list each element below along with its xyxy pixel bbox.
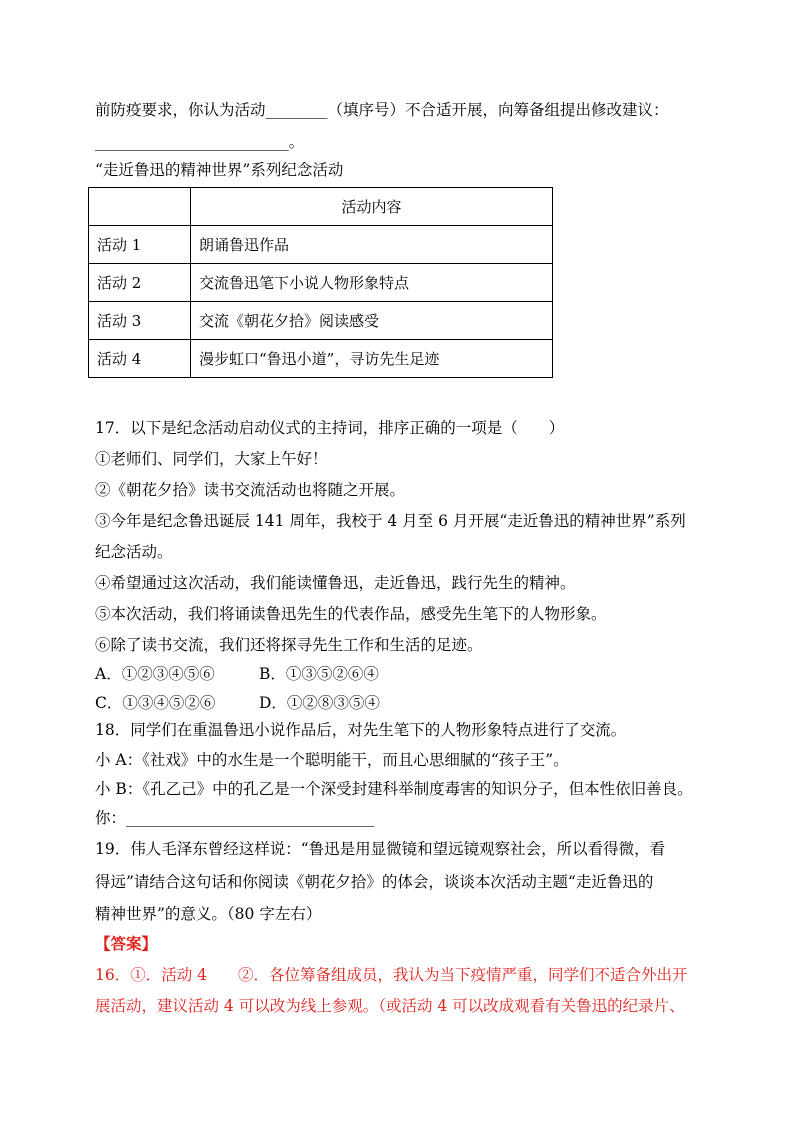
table-row: [89, 264, 553, 302]
q19-line-1: 19．伟人毛泽东曾经这样说：“鲁迅是用显微镜和望远镜观察社会，所以看得微，看: [95, 840, 666, 858]
table-header-cell: [89, 188, 191, 226]
q17-option-d: D．①②⑧③⑤④: [259, 694, 380, 712]
activity-content: 朗诵鲁迅作品: [191, 226, 553, 264]
q18-your-answer-blank: 你：________________________________: [95, 809, 375, 827]
q17-sentence-6: ⑥除了读书交流，我们还将探寻先生工作和生活的足迹。: [95, 636, 483, 654]
q17-stem: 17．以下是纪念活动启动仪式的主持词，排序正确的一项是（ ）: [95, 419, 565, 437]
table-row: [89, 340, 553, 378]
q19-line-2: 得远”请结合这句话和你阅读《朝花夕拾》的体会，谈谈本次活动主题“走近鲁迅的: [95, 873, 654, 891]
table-header-row: [89, 188, 553, 226]
activity-label: 活动 1: [89, 226, 191, 264]
activity-content: 交流《朝花夕拾》阅读感受: [191, 302, 553, 340]
q17-sentence-2: ②《朝花夕拾》读书交流活动也将随之开展。: [95, 481, 406, 499]
q17-sentence-3-cont: 纪念活动。: [95, 543, 173, 561]
answer-line-1: 16．①．活动 4 ②．各位筹备组成员，我认为当下疫情严重，同学们不适合外出开: [95, 966, 688, 984]
q18-student-b: 小 B：《孔乙己》中的孔乙是一个深受封建科举制度毒害的知识分子，但本性依旧善良。: [95, 780, 693, 798]
activity-content: 漫步虹口“鲁迅小道”，寻访先生足迹: [191, 340, 553, 378]
q18-student-a: 小 A：《社戏》中的水生是一个聪明能干，而且心思细腻的“孩子王”。: [95, 751, 569, 769]
answer-label: 【答案】: [95, 934, 158, 953]
q17-sentence-1: ①老师们、同学们，大家上午好！: [95, 450, 328, 468]
q17-sentence-4: ④希望通过这次活动，我们能读懂鲁迅，走近鲁迅，践行先生的精神。: [95, 574, 576, 592]
q17-option-b: B．①③⑤②⑥④: [259, 665, 379, 683]
activity-label: 活动 2: [89, 264, 191, 302]
table-row: [89, 226, 553, 264]
q17-option-a: A．①②③④⑤⑥: [95, 665, 215, 683]
table-title: “走近鲁迅的精神世界”系列纪念活动: [95, 161, 344, 179]
activity-table: [88, 187, 553, 378]
table-row: [89, 302, 553, 340]
q19-line-3: 精神世界”的意义。（80 字左右）: [95, 905, 322, 923]
q16-continuation-line: 前防疫要求，你认为活动________（填序号）不合适开展，向筹备组提出修改建议：: [95, 101, 669, 119]
activity-label: 活动 4: [89, 340, 191, 378]
q18-stem: 18．同学们在重温鲁迅小说作品后，对先生笔下的人物形象特点进行了交流。: [95, 721, 627, 739]
q16-answer-blank-line: _________________________。: [95, 133, 305, 151]
activity-content: 交流鲁迅笔下小说人物形象特点: [191, 264, 553, 302]
table-header-cell: 活动内容: [191, 188, 553, 226]
activity-label: 活动 3: [89, 302, 191, 340]
q17-sentence-3: ③今年是纪念鲁迅诞辰 141 周年，我校于 4 月至 6 月开展“走近鲁迅的精神世界”系列: [95, 512, 686, 530]
q17-option-c: C．①③④⑤②⑥: [95, 694, 216, 712]
answer-line-2: 展活动，建议活动 4 可以改为线上参观。（或活动 4 可以改成观看有关鲁迅的纪录片、: [95, 997, 685, 1015]
q17-sentence-5: ⑤本次活动，我们将诵读鲁迅先生的代表作品，感受先生笔下的人物形象。: [95, 605, 607, 623]
